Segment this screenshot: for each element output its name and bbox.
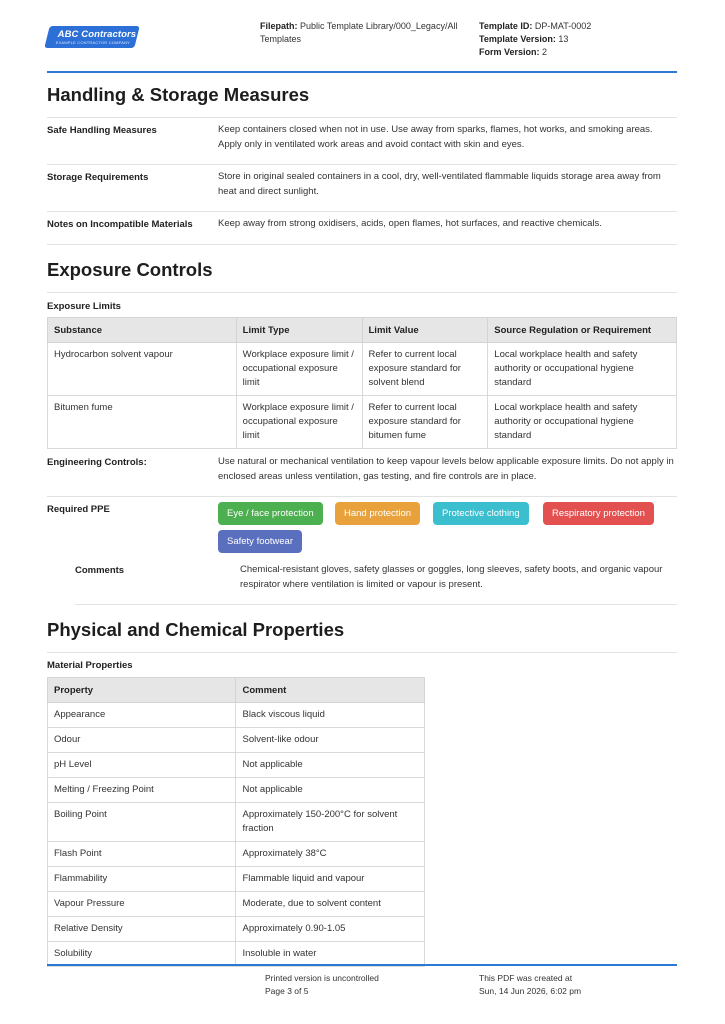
footer-created-info [479,972,581,998]
table-cell: Not applicable [236,778,425,803]
table-header-row [48,318,677,343]
logo-text: ABC Contractors [57,29,137,40]
table-cell: Workplace exposure limit / occupational exposure limit [236,343,362,396]
footer-print-info [265,972,379,998]
table-cell: Insoluble in water [236,942,425,967]
logo-subtext: EXAMPLE CONTRACTOR COMPANY [55,40,131,45]
exposure-limits-table [47,317,677,449]
table-cell: Approximately 0.90-1.05 [236,917,425,942]
table-cell: Not applicable [236,753,425,778]
table-cell: Local workplace health and safety authority or occupational hygiene standard [488,343,677,396]
table-row [48,892,425,917]
required-ppe-label: Required PPE [47,504,110,515]
divider [47,211,677,212]
filepath-value: Public Template Library/000_Legacy/All Templates [260,21,458,44]
template-id-label: Template ID: [479,21,533,31]
material-properties-table [47,677,425,967]
table-cell: Refer to current local exposure standard for bitumen fume [362,396,488,449]
incompatible-materials-label: Notes on Incompatible Materials [47,219,193,230]
table-row [48,753,425,778]
ppe-tag-eye-face: Eye / face protection [218,502,323,525]
engineering-controls-value: Use natural or mechanical ventilation to keep vapour levels below applicable exposure limits. Do not apply in enclosed areas unless ventilation, gas testing, and fire controls are in place. [218,456,674,482]
table-cell: Black viscous liquid [236,703,425,728]
column-header: Substance [48,318,237,343]
divider [47,652,677,653]
form-version-label: Form Version: [479,47,540,57]
table-header-row [48,678,425,703]
table-cell: Melting / Freezing Point [48,778,236,803]
table-cell: Approximately 150-200°C for solvent fraction [236,803,425,842]
table-cell: Refer to current local exposure standard for solvent blend [362,343,488,396]
filepath-label: Filepath: [260,21,298,31]
incompatible-materials-value: Keep away from strong oxidisers, acids, open flames, hot surfaces, and reactive chemicals. [218,218,602,229]
table-row [48,778,425,803]
comments-value: Chemical-resistant gloves, safety glasses or goggles, long sleeves, safety boots, and organic vapour respirator where ventilation is limited or vapour is present. [240,564,663,590]
table-cell: Vapour Pressure [48,892,236,917]
printed-uncontrolled-text: Printed version is uncontrolled [265,973,379,983]
exposure-limits-label: Exposure Limits [47,301,121,312]
template-version-value: 13 [558,34,569,44]
header-filepath [260,20,470,46]
table-cell: Local workplace health and safety authority or occupational hygiene standard [488,396,677,449]
column-header: Source Regulation or Requirement [488,318,677,343]
table-cell: pH Level [48,753,236,778]
table-row [48,917,425,942]
table-cell: Relative Density [48,917,236,942]
safe-handling-value: Keep containers closed when not in use. Use away from sparks, flames, hot works, and smoking areas. Apply only in ventilated work areas and avoid contact with skin and eyes. [218,124,653,150]
table-cell: Workplace exposure limit / occupational exposure limit [236,396,362,449]
table-row [48,728,425,753]
table-cell: Odour [48,728,236,753]
divider [75,604,677,605]
page-number: Page 3 of 5 [265,986,309,996]
created-timestamp: Sun, 14 Jun 2026, 6:02 pm [479,986,582,996]
table-cell: Appearance [48,703,236,728]
section-title-handling: Handling & Storage Measures [47,84,310,105]
material-properties-label: Material Properties [47,660,133,671]
section-title-physical: Physical and Chemical Properties [47,619,345,640]
header-divider [47,71,677,73]
column-header: Comment [236,678,425,703]
table-cell: Hydrocarbon solvent vapour [48,343,237,396]
table-cell: Flammability [48,867,236,892]
divider [47,164,677,165]
engineering-controls-label: Engineering Controls: [47,457,147,468]
ppe-tag-hand: Hand protection [335,502,420,525]
template-version-label: Template Version: [479,34,556,44]
storage-requirements-value: Store in original sealed containers in a cool, dry, well-ventilated flammable liquids storage area away from heat and direct sunlight. [218,171,661,197]
table-row [48,343,677,396]
divider [47,117,677,118]
table-row [48,396,677,449]
template-id-value: DP-MAT-0002 [534,21,592,31]
table-cell: Solvent-like odour [236,728,425,753]
ppe-tag-footwear: Safety footwear [218,530,302,553]
table-cell: Bitumen fume [48,396,237,449]
table-cell: Approximately 38°C [236,842,425,867]
ppe-tag-clothing: Protective clothing [433,502,529,525]
table-row [48,803,425,842]
page-header [47,20,677,72]
comments-label: Comments [75,565,125,576]
divider [47,496,677,497]
column-header: Limit Value [362,318,488,343]
company-logo [44,26,139,48]
footer-divider [47,964,677,966]
storage-requirements-label: Storage Requirements [47,172,149,183]
table-cell: Solubility [48,942,236,967]
safe-handling-label: Safe Handling Measures [47,125,157,136]
ppe-tag-respiratory: Respiratory protection [543,502,654,525]
table-row [48,842,425,867]
table-cell: Moderate, due to solvent content [236,892,425,917]
table-row [48,942,425,967]
table-row [48,867,425,892]
divider [47,292,677,293]
column-header: Limit Type [236,318,362,343]
form-version-value: 2 [542,47,548,57]
column-header: Property [48,678,236,703]
table-cell: Flash Point [48,842,236,867]
table-row [48,703,425,728]
divider [47,244,677,245]
header-template-info [479,20,679,59]
created-label: This PDF was created at [479,973,573,983]
section-title-exposure: Exposure Controls [47,259,213,280]
table-cell: Flammable liquid and vapour [236,867,425,892]
table-cell: Boiling Point [48,803,236,842]
